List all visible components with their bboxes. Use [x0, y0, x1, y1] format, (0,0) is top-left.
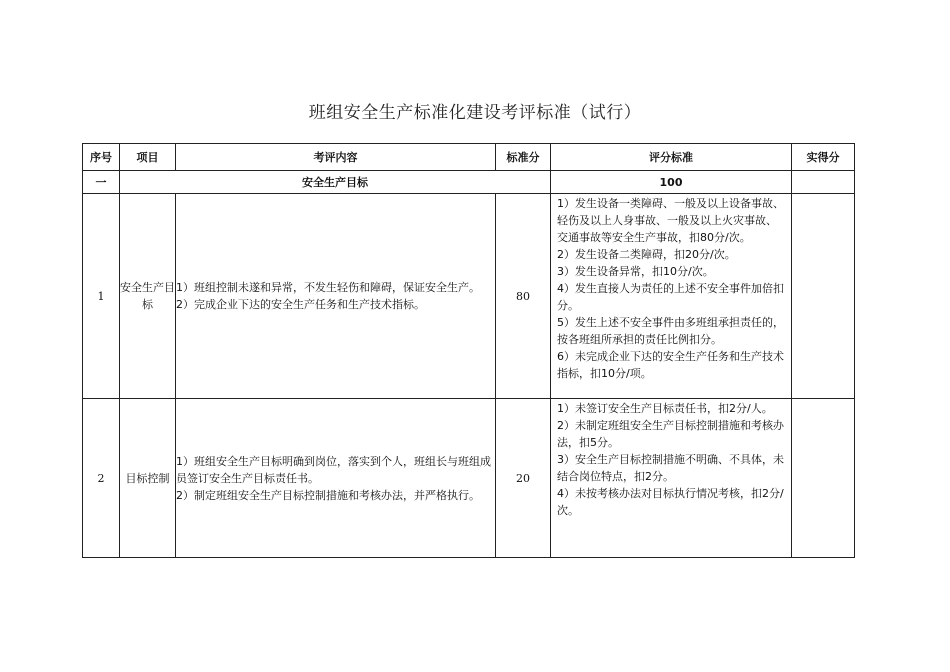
- row-criteria: [551, 399, 792, 558]
- section-row: [83, 171, 855, 194]
- criteria-line: 1）发生设备一类障碍、一般及以上设备事故、轻伤及以上人身事故、一般及以上火灾事故、交通事故等安全生产事故，扣80分/次。: [557, 197, 784, 244]
- row-actual-score: [792, 194, 855, 399]
- section-score: 100: [551, 171, 792, 194]
- criteria-line: 6）未完成企业下达的安全生产任务和生产技术指标，扣10分/项。: [557, 350, 784, 380]
- row-content: [176, 399, 496, 558]
- header-no: 序号: [83, 144, 120, 171]
- content-line: 2）制定班组安全生产目标控制措施和考核办法，并严格执行。: [176, 488, 480, 502]
- header-item: 项目: [120, 144, 176, 171]
- row-score: 80: [496, 194, 551, 399]
- row-no: 1: [83, 194, 120, 399]
- header-criteria: 评分标准: [551, 144, 792, 171]
- criteria-line: 5）发生上述不安全事件由多班组承担责任的，按各班组所承担的责任比例扣分。: [557, 316, 784, 346]
- content-line: 1）班组安全生产目标明确到岗位，落实到个人，班组长与班组成员签订安全生产目标责任书。: [176, 454, 491, 485]
- table-row: [83, 194, 855, 399]
- section-no: 一: [83, 171, 120, 194]
- evaluation-table: [82, 143, 855, 558]
- criteria-line: 3）安全生产目标控制措施不明确、不具体，未结合岗位特点，扣2分。: [557, 453, 784, 483]
- content-line: 2）完成企业下达的安全生产任务和生产技术指标。: [176, 298, 425, 311]
- row-actual-score: [792, 399, 855, 558]
- criteria-line: 4）未按考核办法对目标执行情况考核，扣2分/次。: [557, 487, 784, 517]
- criteria-line: 1）未签订安全生产目标责任书，扣2分/人。: [557, 402, 773, 415]
- content-line: 1）班组控制未遂和异常，不发生轻伤和障碍，保证安全生产。: [176, 281, 480, 294]
- criteria-line: 2）未制定班组安全生产目标控制措施和考核办法，扣5分。: [557, 419, 784, 449]
- row-content: [176, 194, 496, 399]
- header-content: 考评内容: [176, 144, 496, 171]
- criteria-line: 2）发生设备二类障碍，扣20分/次。: [557, 248, 736, 261]
- header-actual-score: 实得分: [792, 144, 855, 171]
- row-score: 20: [496, 399, 551, 558]
- section-criteria-empty: [792, 171, 855, 194]
- criteria-line: 4）发生直接人为责任的上述不安全事件加倍扣分。: [557, 282, 784, 312]
- section-name: 安全生产目标: [120, 171, 551, 194]
- table-row: [83, 399, 855, 558]
- row-no: 2: [83, 399, 120, 558]
- page-title: 班组安全生产标准化建设考评标准（试行）: [308, 103, 642, 123]
- row-item: 目标控制: [120, 399, 176, 558]
- table-header-row: [83, 144, 855, 171]
- header-standard-score: 标准分: [496, 144, 551, 171]
- criteria-line: 3）发生设备异常，扣10分/次。: [557, 265, 714, 278]
- row-item: 安全生产目标: [120, 194, 176, 399]
- row-criteria: [551, 194, 792, 399]
